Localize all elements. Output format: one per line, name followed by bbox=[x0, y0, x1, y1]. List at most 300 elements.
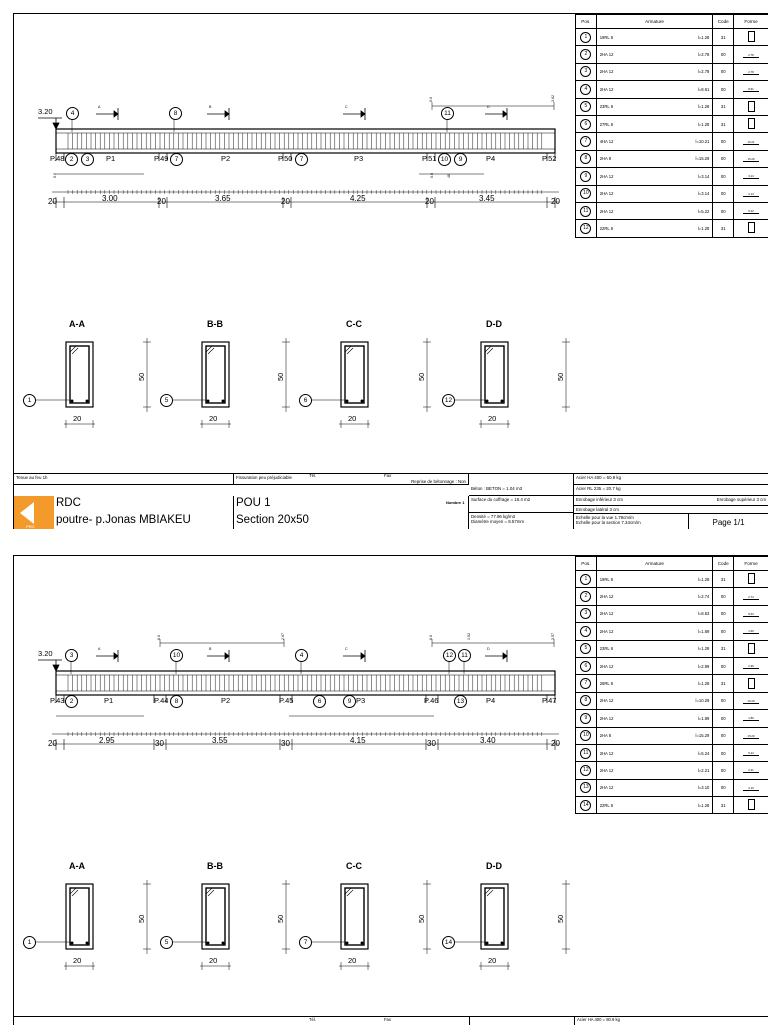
schedule-header: Armature bbox=[596, 557, 713, 571]
section-height: 50 bbox=[418, 915, 426, 923]
bar-type: 22RL 6 bbox=[600, 803, 613, 808]
span-length: 4.25 bbox=[350, 195, 366, 203]
schedule-armature bbox=[596, 762, 713, 779]
schedule-pos: 9 bbox=[576, 168, 597, 185]
schedule-row bbox=[576, 588, 768, 605]
bar-type: 2HA 12 bbox=[600, 52, 614, 57]
schedule-shape bbox=[734, 571, 768, 588]
support-label: P.52 bbox=[542, 155, 556, 163]
schedule-code: 31 bbox=[713, 640, 734, 657]
bar-length: l=2.21 bbox=[698, 768, 710, 773]
bar-length: l=2.78 bbox=[698, 69, 710, 74]
support-width: 20 bbox=[281, 198, 290, 206]
schedule-row bbox=[576, 150, 768, 167]
project-client: poutre- p.Jonas MBIAKEU bbox=[56, 514, 191, 526]
section-width: 20 bbox=[209, 957, 217, 965]
schedule-row bbox=[576, 220, 768, 237]
bar-type: 2HA 12 bbox=[600, 611, 614, 616]
section-mark-c: C bbox=[345, 106, 348, 110]
view-scale: Echelle pour la vue 1.78cm/m bbox=[576, 515, 686, 520]
section-size: Section 20x50 bbox=[236, 514, 309, 526]
schedule-armature bbox=[596, 744, 713, 761]
schedule-row bbox=[576, 605, 768, 622]
span-label: P4 bbox=[486, 155, 495, 163]
schedule-shape bbox=[734, 675, 768, 692]
support-width: 20 bbox=[551, 198, 560, 206]
bar-length: l=8.63 bbox=[698, 611, 710, 616]
schedule-shape bbox=[734, 657, 768, 674]
section-width: 20 bbox=[488, 957, 496, 965]
straight-bar-shape-icon: 3.14 bbox=[743, 193, 759, 197]
beam-elevation-drawing bbox=[14, 14, 574, 473]
bar-mark: 7 bbox=[295, 153, 308, 166]
quantity: Nombre 1 bbox=[446, 500, 464, 505]
level-label: 3.20 bbox=[38, 108, 53, 116]
span-label: P1 bbox=[104, 697, 113, 705]
bar-mark: 7 bbox=[170, 153, 183, 166]
schedule-armature bbox=[596, 29, 713, 46]
schedule-armature bbox=[596, 202, 713, 219]
schedule-shape bbox=[734, 692, 768, 709]
schedule-armature bbox=[596, 710, 713, 727]
schedule-row bbox=[576, 744, 768, 761]
steel-ha: Acier HA 400 = 80.9 kg bbox=[574, 1017, 620, 1025]
section-title: B-B bbox=[207, 862, 223, 871]
schedule-armature bbox=[596, 115, 713, 132]
schedule-header: Forme bbox=[734, 557, 768, 571]
bar-mark: 11 bbox=[458, 649, 471, 662]
section-mark-c: C bbox=[345, 648, 348, 652]
stirrup-shape-icon bbox=[748, 101, 755, 112]
schedule-header: Code bbox=[713, 557, 734, 571]
section-c-c-drawing bbox=[310, 880, 431, 970]
straight-bar-shape-icon: 15.29 bbox=[743, 158, 759, 162]
schedule-row bbox=[576, 762, 768, 779]
bar-length: l=10.29 bbox=[696, 698, 710, 703]
span-label: P3 bbox=[356, 697, 365, 705]
bar-length: l=1.28 bbox=[698, 577, 710, 582]
bar-type: 2HA 12 bbox=[600, 664, 614, 669]
bar-length: l=1.28 bbox=[698, 803, 710, 808]
schedule-shape bbox=[734, 133, 768, 150]
bar-mark: 10 bbox=[170, 649, 183, 662]
small-dimension: 0.0 bbox=[158, 635, 162, 640]
bar-length: l=5.24 bbox=[698, 751, 710, 756]
schedule-row bbox=[576, 98, 768, 115]
schedule-row bbox=[576, 571, 768, 588]
schedule-pos: 14 bbox=[576, 797, 597, 814]
schedule-shape bbox=[734, 46, 768, 63]
schedule-shape bbox=[734, 150, 768, 167]
schedule-pos: 7 bbox=[576, 133, 597, 150]
bar-mark: 4 bbox=[295, 649, 308, 662]
bar-length: l=1.28 bbox=[698, 35, 710, 40]
schedule-armature bbox=[596, 46, 713, 63]
schedule-row bbox=[576, 779, 768, 796]
schedule-row bbox=[576, 640, 768, 657]
section-bar-mark: 6 bbox=[299, 394, 312, 407]
section-b-b-drawing bbox=[171, 338, 290, 428]
schedule-shape bbox=[734, 220, 768, 237]
rebar-schedule-table bbox=[575, 556, 768, 814]
bar-type: 2HA 12 bbox=[600, 698, 614, 703]
schedule-shape bbox=[734, 623, 768, 640]
straight-bar-shape-icon: 10.21 bbox=[743, 141, 759, 145]
straight-bar-shape-icon: 5.22 bbox=[743, 210, 759, 214]
section-mark-b: B bbox=[209, 648, 211, 652]
bar-length: l=2.78 bbox=[698, 52, 710, 57]
schedule-shape bbox=[734, 63, 768, 80]
section-mark-d: D bbox=[487, 106, 490, 110]
section-height: 50 bbox=[138, 915, 146, 923]
schedule-pos: 4 bbox=[576, 623, 597, 640]
schedule-shape bbox=[734, 168, 768, 185]
bar-type: 22RL 6 bbox=[600, 226, 613, 231]
schedule-armature bbox=[596, 675, 713, 692]
span-length: 2.95 bbox=[99, 737, 115, 745]
schedule-code: 00 bbox=[713, 605, 734, 622]
bar-type: 27RL 6 bbox=[600, 122, 613, 127]
bar-mark: 2 bbox=[65, 153, 78, 166]
section-height: 50 bbox=[277, 915, 285, 923]
bar-type: 2HA 12 bbox=[600, 69, 614, 74]
bar-type: 2HA 8 bbox=[600, 156, 611, 161]
schedule-pos: 6 bbox=[576, 115, 597, 132]
schedule-shape bbox=[734, 640, 768, 657]
schedule-pos: 11 bbox=[576, 202, 597, 219]
bar-type: 2HA 12 bbox=[600, 209, 614, 214]
bar-length: l=15.29 bbox=[696, 156, 710, 161]
schedule-pos: 3 bbox=[576, 63, 597, 80]
support-width: 20 bbox=[551, 740, 560, 748]
level-label: 3.20 bbox=[38, 650, 53, 658]
stirrup-shape-icon bbox=[748, 643, 755, 654]
bar-mark: 3 bbox=[81, 153, 94, 166]
bar-length: l=1.28 bbox=[698, 646, 710, 651]
schedule-row bbox=[576, 81, 768, 98]
schedule-pos: 9 bbox=[576, 710, 597, 727]
bar-mark: 4 bbox=[66, 107, 79, 120]
schedule-row bbox=[576, 657, 768, 674]
bar-mark: 10 bbox=[438, 153, 451, 166]
section-title: A-A bbox=[69, 320, 85, 329]
stirrup-shape-icon bbox=[748, 118, 755, 129]
bar-length: l=3.10 bbox=[698, 785, 710, 790]
section-title: C-C bbox=[346, 320, 362, 329]
schedule-code: 31 bbox=[713, 220, 734, 237]
small-dimension: 0.0 bbox=[430, 97, 434, 102]
section-title: D-D bbox=[486, 320, 502, 329]
bar-length: l=5.22 bbox=[698, 209, 710, 214]
schedule-shape bbox=[734, 605, 768, 622]
small-dimension: 0.0 bbox=[430, 635, 434, 640]
schedule-pos: 13 bbox=[576, 779, 597, 796]
schedule-row bbox=[576, 675, 768, 692]
small-dimension: 1.02 bbox=[468, 633, 472, 640]
schedule-pos: 1 bbox=[576, 29, 597, 46]
bar-length: l=3.14 bbox=[698, 191, 710, 196]
schedule-code: 00 bbox=[713, 81, 734, 98]
section-width: 20 bbox=[209, 415, 217, 423]
schedule-row bbox=[576, 168, 768, 185]
software-logo bbox=[14, 496, 54, 529]
straight-bar-shape-icon: 3.10 bbox=[743, 787, 759, 791]
section-width: 20 bbox=[348, 415, 356, 423]
schedule-code: 31 bbox=[713, 115, 734, 132]
schedule-row bbox=[576, 623, 768, 640]
support-width: 20 bbox=[48, 198, 57, 206]
bar-mark: 11 bbox=[441, 107, 454, 120]
section-width: 20 bbox=[488, 415, 496, 423]
section-title: B-B bbox=[207, 320, 223, 329]
schedule-pos: 2 bbox=[576, 588, 597, 605]
schedule-armature bbox=[596, 605, 713, 622]
straight-bar-shape-icon: 2.78 bbox=[743, 54, 759, 58]
span-length: 4.15 bbox=[350, 737, 366, 745]
schedule-shape bbox=[734, 588, 768, 605]
section-width: 20 bbox=[73, 957, 81, 965]
bar-length: l=1.28 bbox=[698, 681, 710, 686]
schedule-row bbox=[576, 727, 768, 744]
section-height: 50 bbox=[418, 373, 426, 381]
section-mark-a: A bbox=[98, 648, 100, 652]
drawing-sheet-1 bbox=[13, 13, 768, 529]
schedule-header: Code bbox=[713, 15, 734, 29]
span-label: P4 bbox=[486, 697, 495, 705]
support-width: 20 bbox=[425, 198, 434, 206]
section-mark-b: B bbox=[209, 106, 211, 110]
schedule-pos: 8 bbox=[576, 150, 597, 167]
bar-length: l=2.99 bbox=[698, 664, 710, 669]
steel-rl: Acier RL 235 = 20.7 kg bbox=[576, 486, 621, 491]
bar-type: 23RL 6 bbox=[600, 646, 613, 651]
schedule-shape bbox=[734, 744, 768, 761]
support-label: P.48 bbox=[50, 155, 64, 163]
span-label: P2 bbox=[221, 155, 230, 163]
bar-mark: 9 bbox=[343, 695, 356, 708]
straight-bar-shape-icon: 8.63 bbox=[743, 613, 759, 617]
section-title: D-D bbox=[486, 862, 502, 871]
schedule-code: 00 bbox=[713, 63, 734, 80]
section-height: 50 bbox=[277, 373, 285, 381]
straight-bar-shape-icon: 2.99 bbox=[743, 665, 759, 669]
straight-bar-shape-icon: 2.78 bbox=[743, 71, 759, 75]
schedule-row bbox=[576, 797, 768, 814]
schedule-shape bbox=[734, 81, 768, 98]
straight-bar-shape-icon: 3.14 bbox=[743, 175, 759, 179]
schedule-code: 00 bbox=[713, 727, 734, 744]
section-d-d-drawing bbox=[454, 880, 570, 970]
bar-type: 2HA 12 bbox=[600, 716, 614, 721]
support-label: P.51 bbox=[422, 155, 436, 163]
section-bar-mark: 14 bbox=[442, 936, 455, 949]
bar-length: l=1.89 bbox=[698, 716, 710, 721]
bar-length: l=10.21 bbox=[696, 139, 710, 144]
small-dimension: 3.57 bbox=[552, 633, 556, 640]
support-label: P.46 bbox=[424, 697, 438, 705]
schedule-code: 00 bbox=[713, 588, 734, 605]
bar-type: 2HA 8 bbox=[600, 733, 611, 738]
fax-label: Fax bbox=[384, 1017, 391, 1022]
schedule-pos: 8 bbox=[576, 692, 597, 709]
fire-resistance: Tenue au feu 1h bbox=[16, 475, 48, 480]
schedule-armature bbox=[596, 588, 713, 605]
schedule-row bbox=[576, 202, 768, 219]
schedule-armature bbox=[596, 779, 713, 796]
section-title: C-C bbox=[346, 862, 362, 871]
schedule-pos: 10 bbox=[576, 727, 597, 744]
schedule-code: 00 bbox=[713, 657, 734, 674]
span-length: 3.45 bbox=[479, 195, 495, 203]
support-label: P.47 bbox=[542, 697, 556, 705]
section-width: 20 bbox=[348, 957, 356, 965]
schedule-row bbox=[576, 46, 768, 63]
schedule-code: 31 bbox=[713, 571, 734, 588]
section-mark-d: D bbox=[487, 648, 490, 652]
schedule-armature bbox=[596, 185, 713, 202]
title-block bbox=[14, 473, 768, 529]
schedule-armature bbox=[596, 81, 713, 98]
schedule-armature bbox=[596, 63, 713, 80]
support-label: P.49 bbox=[154, 155, 168, 163]
span-label: P2 bbox=[221, 697, 230, 705]
drawing-sheet-2 bbox=[13, 555, 768, 1025]
schedule-pos: 10 bbox=[576, 185, 597, 202]
support-width: 30 bbox=[155, 740, 164, 748]
stirrup-shape-icon bbox=[748, 222, 755, 233]
support-width: 20 bbox=[157, 198, 166, 206]
schedule-code: 00 bbox=[713, 762, 734, 779]
bar-length: l=8.61 bbox=[698, 87, 710, 92]
span-length: 3.00 bbox=[102, 195, 118, 203]
page-number: Page 1/1 bbox=[712, 518, 744, 527]
rebar-schedule-table bbox=[575, 14, 768, 238]
schedule-armature bbox=[596, 640, 713, 657]
bar-mark: 12 bbox=[443, 649, 456, 662]
bar-type: 2HA 12 bbox=[600, 594, 614, 599]
bar-mark: 13 bbox=[454, 695, 467, 708]
small-dimension: 3.62 bbox=[552, 95, 556, 102]
schedule-row bbox=[576, 29, 768, 46]
stirrup-shape-icon bbox=[748, 31, 755, 42]
schedule-code: 00 bbox=[713, 623, 734, 640]
support-width: 20 bbox=[48, 740, 57, 748]
tel-label: Tél. bbox=[309, 474, 316, 478]
cracking-class: Fissuration peu préjudiciable bbox=[236, 475, 292, 480]
schedule-shape bbox=[734, 779, 768, 796]
straight-bar-shape-icon: 15.29 bbox=[743, 735, 759, 739]
schedule-row bbox=[576, 185, 768, 202]
straight-bar-shape-icon: 5.24 bbox=[743, 752, 759, 756]
bar-length: l=1.28 bbox=[698, 104, 710, 109]
straight-bar-shape-icon: 10.29 bbox=[743, 700, 759, 704]
schedule-code: 00 bbox=[713, 710, 734, 727]
bar-length: l=3.14 bbox=[698, 174, 710, 179]
small-dimension: 0.0 bbox=[431, 173, 435, 178]
section-height: 50 bbox=[138, 373, 146, 381]
straight-bar-shape-icon: 1.89 bbox=[743, 717, 759, 721]
schedule-shape bbox=[734, 202, 768, 219]
bar-type: 2HA 12 bbox=[600, 768, 614, 773]
bar-type: 2HA 12 bbox=[600, 191, 614, 196]
span-length: 3.55 bbox=[212, 737, 228, 745]
section-a-a-drawing bbox=[34, 880, 151, 970]
small-dimension: 0.0 bbox=[54, 173, 58, 178]
bar-type: 2HA 12 bbox=[600, 629, 614, 634]
concrete-joint: Reprise de bétonnage : Non bbox=[411, 479, 466, 484]
bar-type: 2HA 12 bbox=[600, 751, 614, 756]
schedule-row bbox=[576, 115, 768, 132]
span-label: P3 bbox=[354, 155, 363, 163]
steel-ha: Acier HA 400 = 60.9 kg bbox=[576, 475, 621, 480]
bar-length: l=1.69 bbox=[698, 629, 710, 634]
schedule-pos: 2 bbox=[576, 46, 597, 63]
schedule-pos: 12 bbox=[576, 762, 597, 779]
support-label: P.43 bbox=[50, 697, 64, 705]
schedule-header: Pos. bbox=[576, 15, 597, 29]
schedule-code: 00 bbox=[713, 46, 734, 63]
schedule-pos: 4 bbox=[576, 81, 597, 98]
section-bar-mark: 5 bbox=[160, 394, 173, 407]
schedule-header-row bbox=[576, 557, 768, 571]
concrete-volume: Béton : BETON = 1.04 m3 bbox=[471, 486, 522, 491]
bar-length: l=2.74 bbox=[698, 594, 710, 599]
project-level: RDC bbox=[56, 497, 81, 509]
section-mark-a: A bbox=[98, 106, 100, 110]
section-bar-mark: 1 bbox=[23, 394, 36, 407]
schedule-armature bbox=[596, 150, 713, 167]
stirrup-shape-icon bbox=[748, 678, 755, 689]
schedule-shape bbox=[734, 98, 768, 115]
support-label: P.44 bbox=[154, 697, 168, 705]
bar-mark: 8 bbox=[170, 695, 183, 708]
bar-type: 2HA 12 bbox=[600, 87, 614, 92]
small-dimension: 48 bbox=[448, 174, 452, 178]
schedule-armature bbox=[596, 133, 713, 150]
schedule-armature bbox=[596, 98, 713, 115]
density: Densité = 77.96 kg/m3 bbox=[471, 514, 571, 519]
schedule-code: 00 bbox=[713, 150, 734, 167]
schedule-header: Forme bbox=[734, 15, 768, 29]
schedule-row bbox=[576, 133, 768, 150]
mean-diameter: Diamètre moyen = 8.57mm bbox=[471, 519, 571, 524]
schedule-shape bbox=[734, 29, 768, 46]
span-length: 3.65 bbox=[215, 195, 231, 203]
schedule-shape bbox=[734, 710, 768, 727]
bar-mark: 6 bbox=[313, 695, 326, 708]
schedule-armature bbox=[596, 797, 713, 814]
bar-length: l=1.28 bbox=[698, 122, 710, 127]
schedule-code: 00 bbox=[713, 168, 734, 185]
bar-type: 2HA 12 bbox=[600, 174, 614, 179]
schedule-armature bbox=[596, 168, 713, 185]
schedule-code: 31 bbox=[713, 797, 734, 814]
bar-type: 26RL 6 bbox=[600, 681, 613, 686]
straight-bar-shape-icon: 2.74 bbox=[743, 596, 759, 600]
schedule-row bbox=[576, 692, 768, 709]
cover-bottom: Enrobage inférieur 3 cm bbox=[576, 497, 623, 502]
bar-mark: 2 bbox=[65, 695, 78, 708]
tel-label: Tél. bbox=[309, 1017, 316, 1022]
stirrup-shape-icon bbox=[748, 799, 755, 810]
section-bar-mark: 12 bbox=[442, 394, 455, 407]
span-label: P1 bbox=[106, 155, 115, 163]
schedule-armature bbox=[596, 657, 713, 674]
schedule-code: 31 bbox=[713, 675, 734, 692]
schedule-shape bbox=[734, 115, 768, 132]
schedule-pos: 5 bbox=[576, 98, 597, 115]
beam-elevation-drawing bbox=[14, 556, 574, 1025]
